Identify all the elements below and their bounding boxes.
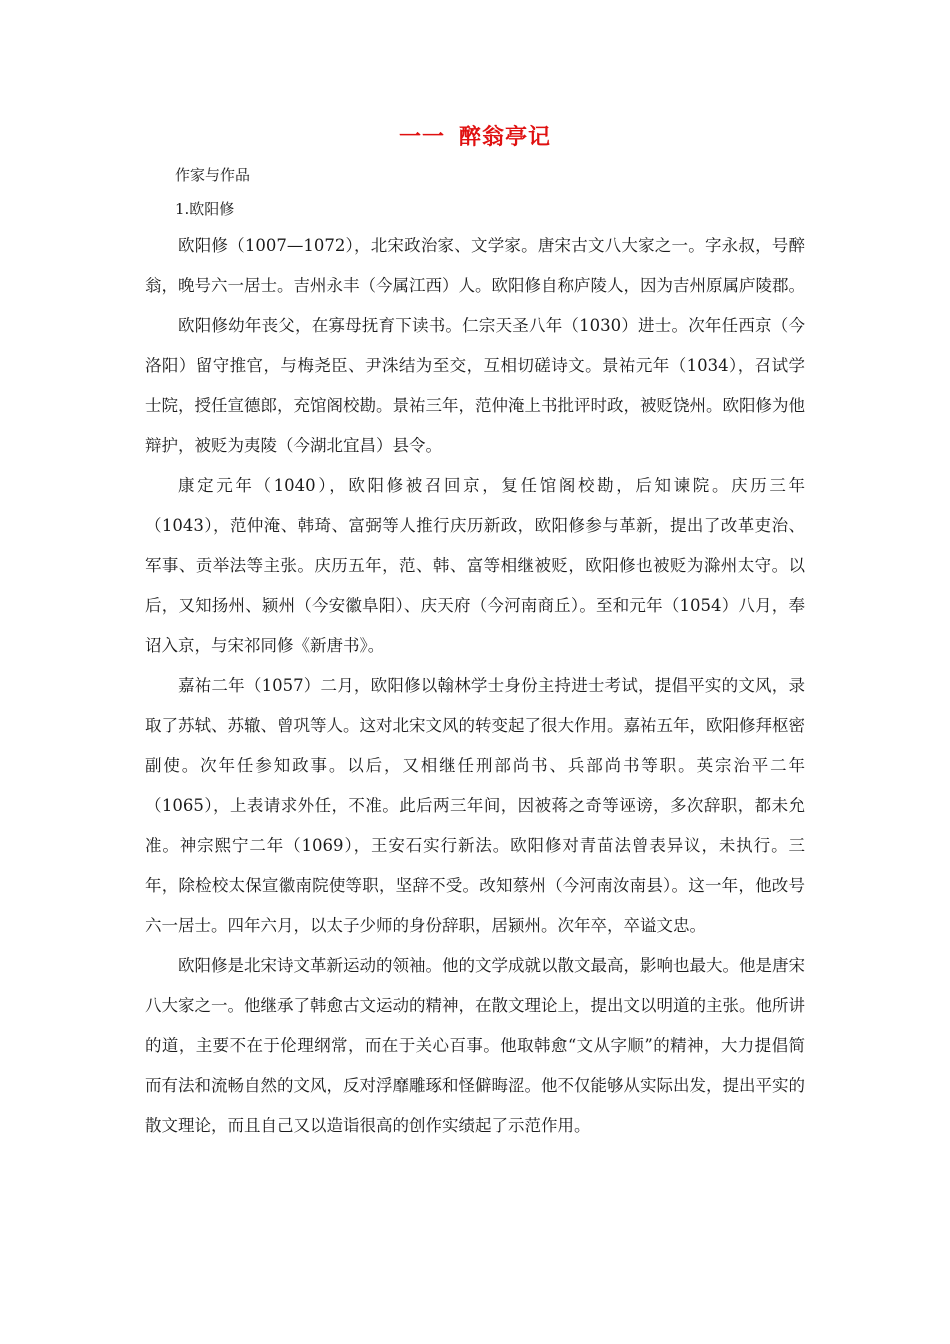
paragraph-later-career: 嘉祐二年（1057）二月，欧阳修以翰林学士身份主持进士考试，提倡平实的文风，录取了苏轼、苏辙、曾巩等人。这对北宋文风的转变起了很大作用。嘉祐五年，欧阳修拜枢密副使。次年任参知政事。以后，又相继任刑部尚书、兵部尚书等职。英宗治平二年（1065），上表请求外任，不准。此后两三年间，因被蒋之奇等诬谤，多次辞职，都未允准。神宗熙宁二年（1069），王安石实行新法。欧阳修对青苗法曾表异议，未执行。三年，除检校太保宣徽南院使等职，坚辞不受。改知蔡州（今河南汝南县）。这一年，他改号六一居士。四年六月，以太子少师的身份辞职，居颍州。次年卒，卒谥文忠。 <box>145 676 805 935</box>
subsection-heading: 1.欧阳修 <box>175 200 235 218</box>
document-body <box>145 158 805 1146</box>
paragraph-intro: 欧阳修（1007—1072），北宋政治家、文学家。唐宋古文八大家之一。字永叔，号醉翁，晚号六一居士。吉州永丰（今属江西）人。欧阳修自称庐陵人，因为吉州原属庐陵郡。 <box>145 236 805 295</box>
page-title <box>0 120 950 151</box>
title-number: 一一 <box>398 125 445 150</box>
title-text: 醉翁亭记 <box>459 125 552 150</box>
paragraph-early-career: 欧阳修幼年丧父，在寡母抚育下读书。仁宗天圣八年（1030）进士。次年任西京（今洛阳）留守推官，与梅尧臣、尹洙结为至交，互相切磋诗文。景祐元年（1034），召试学士院，授任宣德郎，充馆阁校勘。景祐三年，范仲淹上书批评时政，被贬饶州。欧阳修为他辩护，被贬为夷陵（今湖北宜昌）县令。 <box>145 316 805 455</box>
paragraph-literary-achievement: 欧阳修是北宋诗文革新运动的领袖。他的文学成就以散文最高，影响也最大。他是唐宋八大家之一。他继承了韩愈古文运动的精神，在散文理论上，提出文以明道的主张。他所讲的道，主要不在于伦理纲常，而在于关心百事。他取韩愈“文从字顺”的精神，大力提倡简而有法和流畅自然的文风，反对浮靡雕琢和怪僻晦涩。他不仅能够从实际出发，提出平实的散文理论，而且自己又以造诣很高的创作实绩起了示范作用。 <box>145 956 805 1135</box>
section-heading: 作家与作品 <box>175 166 251 184</box>
paragraph-qingli-reform: 康定元年（1040），欧阳修被召回京，复任馆阁校勘，后知谏院。庆历三年（1043），范仲淹、韩琦、富弼等人推行庆历新政，欧阳修参与革新，提出了改革吏治、军事、贡举法等主张。庆历五年，范、韩、富等相继被贬，欧阳修也被贬为滁州太守。以后，又知扬州、颍州（今安徽阜阳）、庆天府（今河南商丘）。至和元年（1054）八月，奉诏入京，与宋祁同修《新唐书》。 <box>145 476 805 655</box>
